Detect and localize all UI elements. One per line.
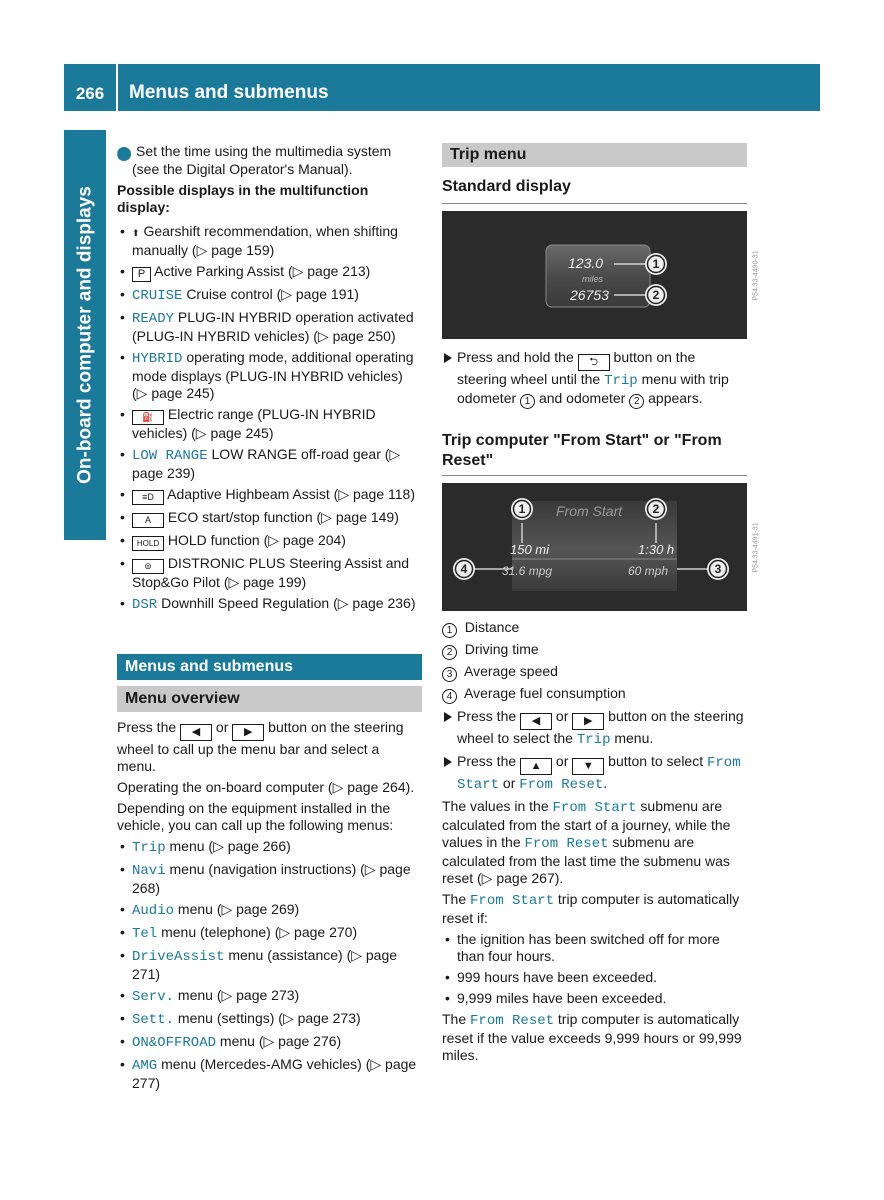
list-item: • 999 hours have been exceeded. (442, 969, 747, 986)
list-item: 3 Average speed (442, 663, 747, 682)
press-hold-instruction (442, 349, 747, 409)
list-item: • READY PLUG-IN HYBRID operation activated (PLUG-IN HYBRID vehicles) (▷ page 250) (117, 309, 422, 345)
trip-value: 123.0 (568, 255, 604, 271)
list-item: • CRUISE Cruise control (▷ page 191) (117, 286, 422, 305)
trip-computer-image (442, 483, 760, 611)
gearshift-icon: ⬆ (132, 228, 140, 238)
list-item: • DSR Downhill Speed Regulation (▷ page 236) (117, 595, 422, 614)
press-instruction: Press the ◀ or ▶ button on the steering wheel to call up the menu bar and select a menu. (117, 719, 404, 774)
right-column (442, 143, 760, 1068)
callout-1-icon: 1 (520, 394, 535, 409)
page-number: 266 (75, 84, 105, 103)
callout-2-icon: 2 (629, 394, 644, 409)
left-column (114, 143, 422, 1096)
left-arrow-button-icon: ◀ (520, 713, 552, 730)
odometer-value: 26753 (570, 287, 609, 303)
callout-1-label: 1 (652, 257, 660, 271)
list-item: 1 Distance (442, 619, 747, 638)
auto-reset-text: The From Start trip computer is automatically reset if: (442, 891, 740, 926)
steering-assist-icon: ⊜ (132, 559, 164, 574)
list-item: 4 Average fuel consumption (442, 685, 747, 704)
time-value: 1:30 h (638, 542, 675, 557)
list-item: • the ignition has been switched off for more than four hours. (442, 931, 747, 965)
trip-instructions (442, 708, 747, 794)
subsection-title: Menu overview (117, 686, 422, 712)
info-note: i Set the time using the multimedia system (see the Digital Operator's Manual). (114, 143, 392, 177)
reset-conditions-list (442, 931, 747, 1007)
callout-2-label: 2 (652, 288, 660, 302)
electric-range-icon: ⛽ (132, 410, 164, 425)
list-item: Press and hold the ⮌ button on the steering wheel until the Trip menu with trip odometer 1 and odometer 2 appears. (442, 349, 747, 409)
highbeam-icon: ≡D (132, 490, 164, 505)
standard-display-image (442, 211, 760, 339)
operating-text: Operating the on-board computer (▷ page 264). (117, 779, 415, 795)
from-reset-text: The From Reset trip computer is automatically reset if the value exceeds 9,999 hours or 99,999 miles. (442, 1011, 742, 1063)
list-item: • Audio menu (▷ page 269) (117, 901, 422, 920)
list-item: Press the ▲ or ▼ button to select From Start or From Reset. (442, 753, 747, 794)
list-item: • Sett. menu (settings) (▷ page 273) (117, 1010, 422, 1029)
menus-list (117, 838, 422, 1092)
right-arrow-button-icon: ▶ (232, 724, 264, 741)
chapter-label: On-board computer and displays (74, 186, 96, 484)
page-header (64, 64, 820, 111)
callout-3-icon: 3 (442, 667, 457, 682)
list-item: • P Active Parking Assist (▷ page 213) (117, 263, 422, 282)
list-item: • A ECO start/stop function (▷ page 149) (117, 509, 422, 528)
svg-text:2: 2 (652, 502, 660, 516)
svg-text:1: 1 (518, 502, 526, 516)
image-code: P54.33-4490-31 (752, 250, 760, 301)
displays-list (117, 223, 422, 614)
list-item: • Navi menu (navigation instructions) (▷ page 268) (117, 861, 422, 897)
callout-2-icon: 2 (442, 645, 457, 660)
list-item: Press the ◀ or ▶ button on the steering wheel to select the Trip menu. (442, 708, 747, 749)
right-arrow-button-icon: ▶ (572, 713, 604, 730)
callout-1-icon: 1 (442, 623, 457, 638)
distance-value: 150 mi (510, 542, 550, 557)
callout-4-icon: 4 (442, 689, 457, 704)
left-arrow-button-icon: ◀ (180, 724, 212, 741)
list-item: • ⬆ Gearshift recommendation, when shifting manually (▷ page 159) (117, 223, 422, 259)
legend-list (442, 619, 747, 704)
list-item: • 9,999 miles have been exceeded. (442, 990, 747, 1007)
eco-start-stop-icon: A (132, 513, 164, 528)
hold-icon: HOLD (132, 536, 164, 551)
possible-displays-heading: Possible displays in the multifunction display: (117, 182, 369, 215)
trip-menu-title: Trip menu (442, 143, 747, 167)
trip-computer-title: Trip computer "From Start" or "From Reset" (442, 431, 747, 476)
trip-unit: miles (582, 274, 604, 284)
list-item: • ≡D Adaptive Highbeam Assist (▷ page 118) (117, 486, 422, 505)
trip-heading-value: From Start (556, 503, 623, 519)
section-title: Menus and submenus (117, 654, 422, 680)
header-divider (116, 64, 118, 111)
info-icon: i (117, 147, 131, 161)
list-item: • LOW RANGE LOW RANGE off-road gear (▷ page 239) (117, 446, 422, 482)
page-title: Menus and submenus (129, 82, 329, 103)
list-item: • Tel menu (telephone) (▷ page 270) (117, 924, 422, 943)
list-item: • HYBRID operating mode, additional operating mode displays (PLUG-IN HYBRID vehicles) (▷ page 245) (117, 349, 422, 402)
chapter-side-tab (64, 130, 106, 540)
list-item: • ⊜ DISTRONIC PLUS Steering Assist and Stop&Go Pilot (▷ page 199) (117, 555, 422, 591)
svg-text:4: 4 (460, 562, 468, 576)
list-item: 2 Driving time (442, 641, 747, 660)
fuel-value: 31.6 mpg (502, 564, 553, 578)
back-button-icon: ⮌ (578, 354, 610, 371)
list-item: • Serv. menu (▷ page 273) (117, 987, 422, 1006)
list-item: • AMG menu (Mercedes-AMG vehicles) (▷ page 277) (117, 1056, 422, 1092)
svg-text:3: 3 (714, 562, 722, 576)
values-text: The values in the From Start submenu are calculated from the start of a journey, while the values in the From Reset submenu are calculated from the last time the submenu was reset (▷ page 267). (442, 798, 731, 886)
speed-value: 60 mph (628, 564, 669, 578)
list-item: • HOLD HOLD function (▷ page 204) (117, 532, 422, 551)
list-item: • ⛽ Electric range (PLUG-IN HYBRID vehicles) (▷ page 245) (117, 406, 422, 442)
image-code: P54.33-4491-31 (752, 522, 760, 573)
parking-icon: P (132, 267, 151, 282)
list-item: • ON&OFFROAD menu (▷ page 276) (117, 1033, 422, 1052)
down-arrow-button-icon: ▼ (572, 758, 604, 775)
depending-text: Depending on the equipment installed in the vehicle, you can call up the following menus: (117, 800, 394, 833)
list-item: • DriveAssist menu (assistance) (▷ page 271) (117, 947, 422, 983)
standard-display-title: Standard display (442, 178, 571, 195)
up-arrow-button-icon: ▲ (520, 758, 552, 775)
list-item: • Trip menu (▷ page 266) (117, 838, 422, 857)
